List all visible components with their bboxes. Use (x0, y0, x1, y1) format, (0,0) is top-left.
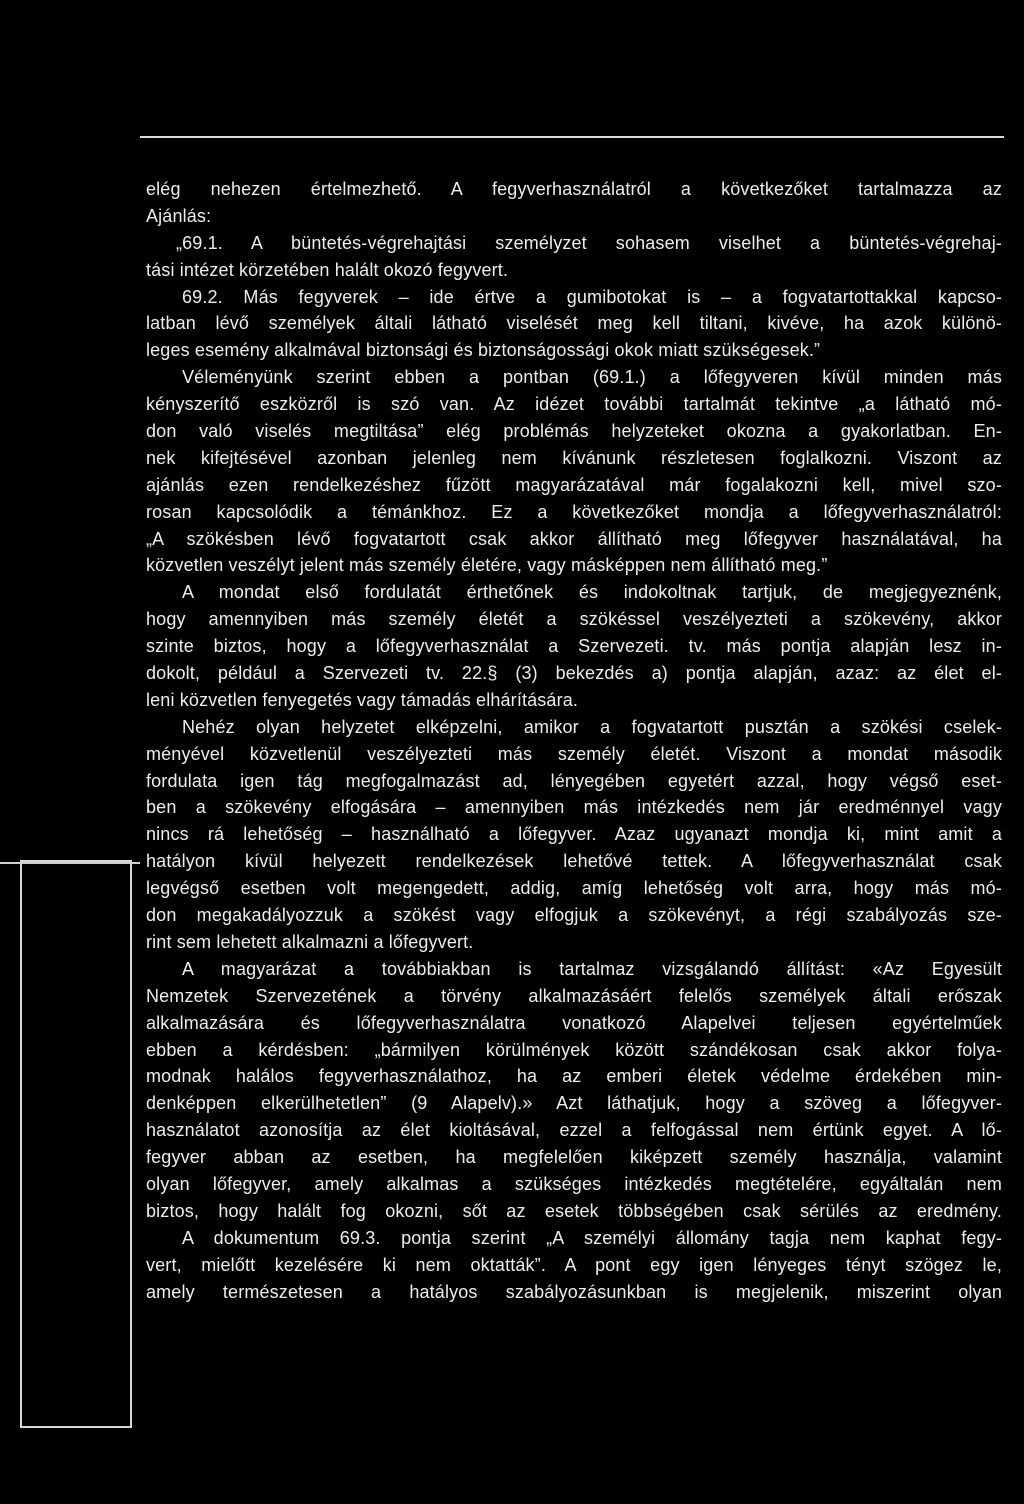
text-line: tási intézet körzetében halált okozó fegyvert. (146, 259, 509, 280)
text-line: nek kifejtésével azonban jelenleg nem kívánunk részletesen foglalkozni. Viszont az (146, 447, 1002, 468)
page-body-text (146, 176, 1002, 1305)
text-line: ajánlás ezen rendelkezéshez fűzött magyarázatával már fogalakozni kell, mivel szo- (146, 474, 1002, 495)
text-line: Nemzetek Szervezetének a törvény alkalmazásáért felelős személyek általi erőszak (146, 985, 1002, 1006)
text-line: A dokumentum 69.3. pontja szerint „A személyi állomány tagja nem kaphat fegy- (182, 1227, 1002, 1248)
text-line: fegyver abban az esetben, ha megfelelően kiképzett személy használja, valamint (146, 1147, 1002, 1168)
text-line: elég nehezen értelmezhető. A fegyverhasználatról a következőket tartalmazza az (146, 179, 1002, 199)
text-line: ben a szökevény elfogására – amennyiben más intézkedés nem jár eredménnyel vagy (146, 797, 1002, 818)
text-line: kényszerítő eszközről is szó van. Az idézet további tartalmát tekintve „a látható mó- (146, 394, 1002, 415)
text-line: don való viselés megtiltása” elég problémás helyzeteket okozna a gyakorlatban. En- (146, 421, 1002, 442)
text-line: „A szökésben lévő fogvatartott csak akkor állítható meg lőfegyver használatával, ha (146, 528, 1002, 549)
text-line: dokolt, például a Szervezeti tv. 22.§ (3) bekezdés a) pontja alapján, azaz: az élet el- (146, 663, 1002, 684)
text-line: ebben a kérdésben: „bármilyen körülmények között szándékosan csak akkor folya- (146, 1039, 1002, 1060)
text-line: Véleményünk szerint ebben a pontban (69.1.) a lőfegyveren kívül minden más (182, 367, 1002, 388)
text-line: leni közvetlen fenyegetés vagy támadás elhárítására. (146, 689, 579, 710)
text-line: amely természetesen a hatályos szabályozásunkban is megjelenik, miszerint olyan (146, 1281, 1002, 1302)
margin-empty-box (20, 860, 132, 1428)
text-line: leges esemény alkalmával biztonsági és biztonságossági okok miatt szükségesek.” (146, 340, 821, 361)
text-line: 69.2. Más fegyverek – ide értve a gumibotokat is – a fogvatartottakkal kapcso- (182, 286, 1002, 307)
text-line: modnak halálos fegyverhasználathoz, ha az emberi életek védelme érdekében min- (146, 1066, 1002, 1087)
text-line: legvégső esetben volt megengedett, addig, amíg lehetőség volt arra, hogy más mó- (146, 878, 1002, 899)
text-line: A magyarázat a továbbiakban is tartalmaz vizsgálandó állítást: «Az Egyesült (182, 958, 1002, 979)
text-line: rint sem lehetett alkalmazni a lőfegyvert. (146, 931, 474, 952)
text-line: hatályon kívül helyezett rendelkezések lehetővé tettek. A lőfegyverhasználat csak (146, 851, 1002, 872)
text-line: ményével közvetlenül veszélyezteti más személy életét. Viszont a mondat második (146, 743, 1002, 764)
text-line: szinte biztos, hogy a lőfegyverhasználat a Szervezeti. tv. más pontja alapján lesz in- (146, 636, 1002, 657)
text-line: vert, mielőtt kezelésére ki nem oktatták”. A pont egy igen lényeges tényt szögez le, (146, 1254, 1002, 1275)
text-line: latban lévő személyek általi látható viselését meg kell tiltani, kivéve, ha azok különö- (146, 313, 1002, 334)
text-line: olyan lőfegyver, amely alkalmas a szükséges intézkedés megtételére, egyáltalán nem (146, 1173, 1002, 1194)
text-line: közvetlen veszélyt jelent más személy életére, vagy másképpen nem állítható meg.” (146, 555, 828, 576)
text-line: biztos, hogy halált fog okozni, sőt az esetek többségében csak sérülés az eredmény. (146, 1200, 1002, 1221)
text-line: Nehéz olyan helyzetet elképzelni, amikor a fogvatartott pusztán a szökési cselek- (182, 716, 1002, 737)
top-horizontal-rule (140, 136, 1004, 138)
text-line: hogy amennyiben más személy életét a szökéssel veszélyezteti a szökevény, akkor (146, 609, 1002, 630)
text-line: Ajánlás: (146, 205, 212, 226)
text-line: denképpen elkerülhetetlen” (9 Alapelv).» Azt láthatjuk, hogy a szöveg a lőfegyver- (146, 1093, 1002, 1114)
text-line: nincs rá lehetőség – használható a lőfegyver. Azaz ugyanazt mondja ki, mint amit a (146, 824, 1002, 845)
text-line: használatot azonosítja az élet kioltásával, ezzel a felfogással nem értünk egyet. A lő- (146, 1120, 1002, 1141)
text-line: „69.1. A büntetés-végrehajtási személyzet sohasem viselhet a büntetés-végrehaj- (176, 232, 1002, 253)
text-line: fordulata igen tág megfogalmazást ad, lényegében egyetért azzal, hogy végső eset- (146, 770, 1002, 791)
text-line: rosan kapcsolódik a témánkhoz. Ez a következőket mondja a lőfegyverhasználatról: (146, 501, 1002, 522)
text-line: A mondat első fordulatát érthetőnek és indokoltnak tartjuk, de megjegyeznénk, (182, 582, 1002, 603)
text-line: alkalmazására és lőfegyverhasználatra vonatkozó Alapelvei teljesen egyértelműek (146, 1012, 1002, 1033)
text-line: don megakadályozzuk a szökést vagy elfogjuk a szökevényt, a régi szabályozás sze- (146, 905, 1002, 926)
